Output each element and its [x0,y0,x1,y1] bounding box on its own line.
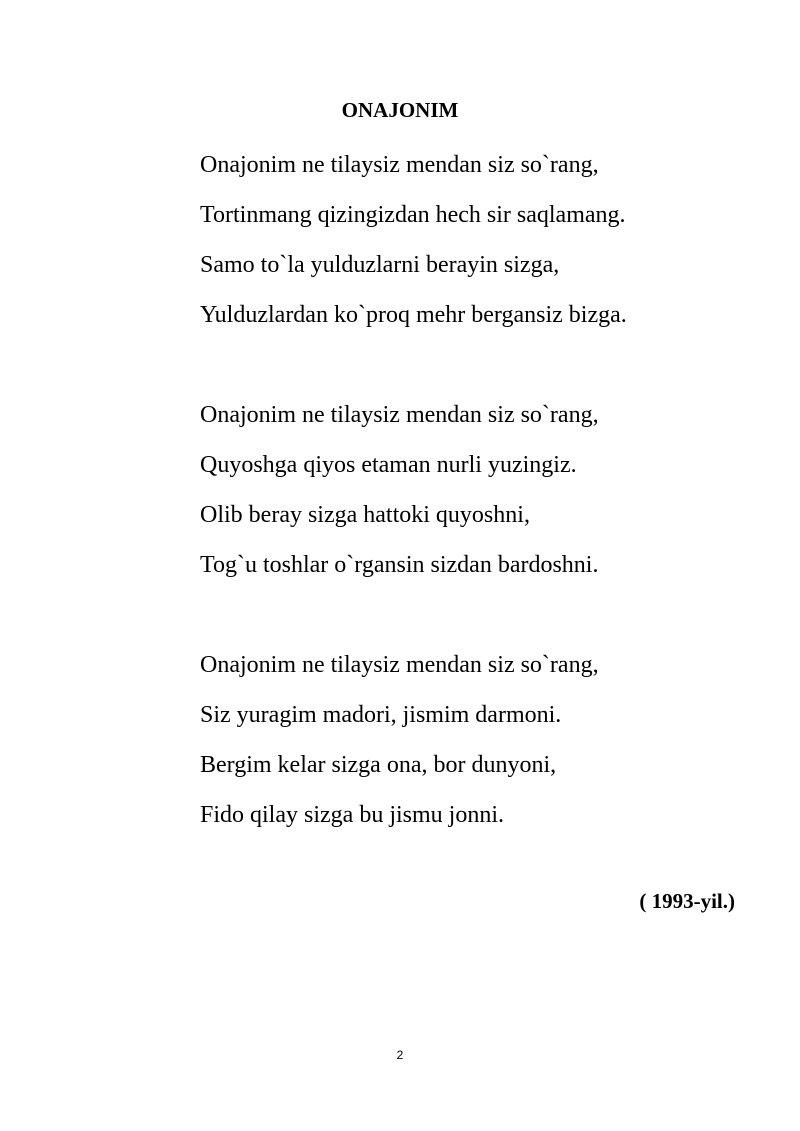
poem-line: Onajonim ne tilaysiz mendan siz so`rang, [200,152,599,178]
stanza-3 [200,640,627,840]
poem-line: Tortinmang qizingizdan hech sir saqlamang. [200,202,626,228]
stanza-1 [200,140,627,340]
poem-line: Onajonim ne tilaysiz mendan siz so`rang, [200,652,599,678]
stanza-2 [200,390,627,590]
poem-line: Siz yuragim madori, jismim darmoni. [200,702,562,728]
poem-title: ONAJONIM [341,98,459,122]
poem-line: Bergim kelar sizga ona, bor dunyoni, [200,752,557,778]
poem-line: Onajonim ne tilaysiz mendan siz so`rang, [200,402,599,428]
page-number: 2 [396,1048,404,1062]
poem-line: Tog`u toshlar o`rgansin sizdan bardoshni. [200,552,599,578]
poem-line: Yulduzlardan ko`proq mehr bergansiz bizga. [200,302,627,328]
poem-line: Fido qilay sizga bu jismu jonni. [200,802,504,828]
poem-line: Olib beray sizga hattoki quyoshni, [200,502,530,528]
poem-body [200,140,627,890]
poem-line: Samo to`la yulduzlarni berayin sizga, [200,252,560,278]
poem-line: Quyoshga qiyos etaman nurli yuzingiz. [200,452,577,478]
poem-date: ( 1993-yil.) [639,889,735,913]
